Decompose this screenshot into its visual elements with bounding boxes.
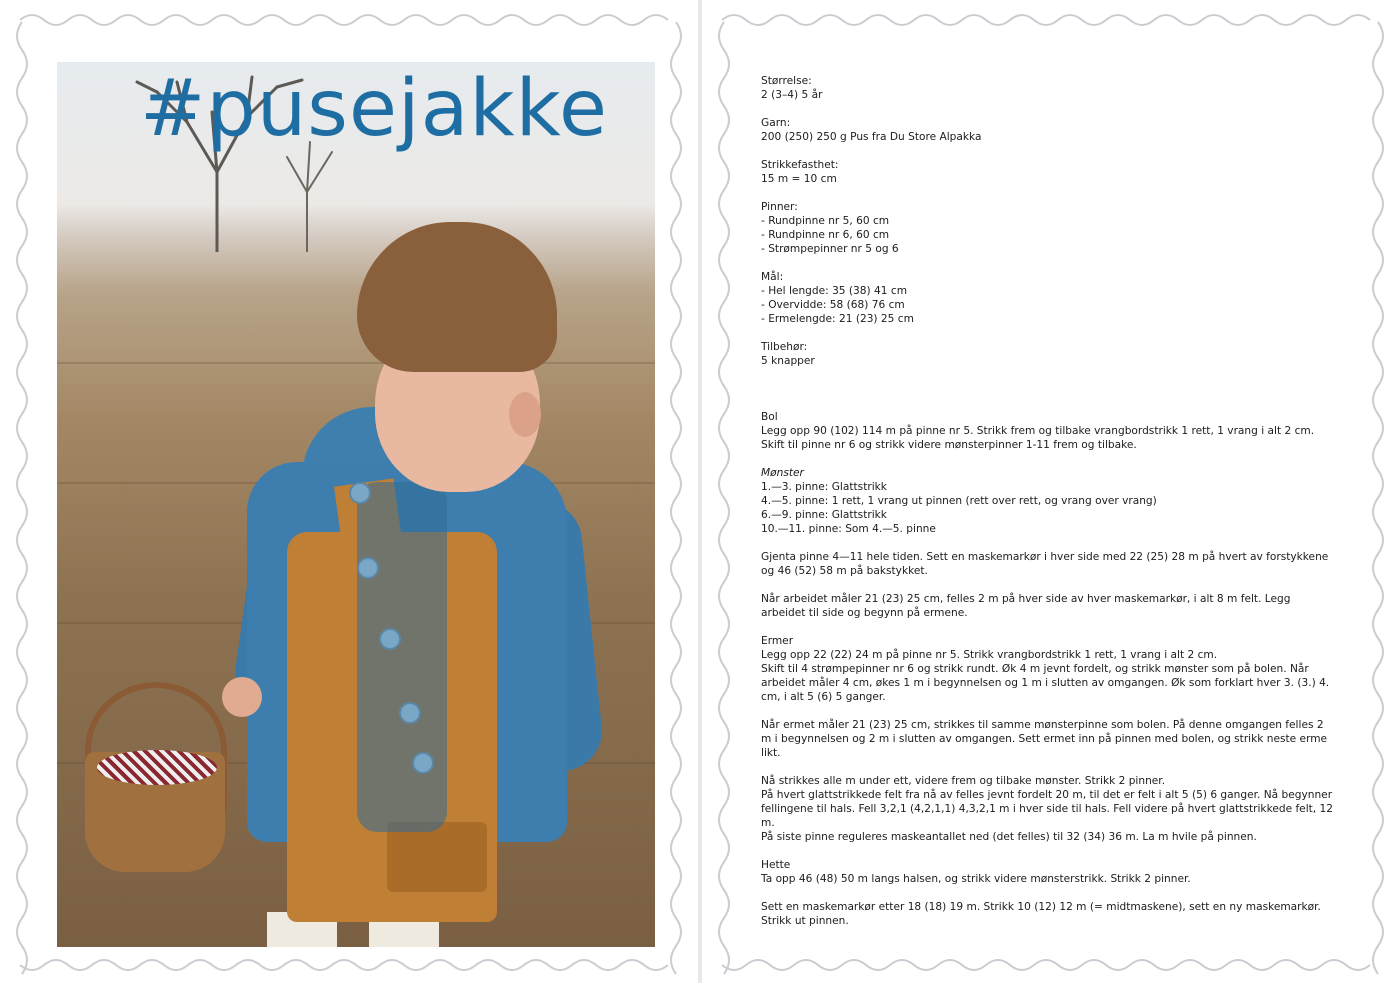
gingham-cloth	[97, 750, 217, 785]
child-photo	[57, 62, 655, 947]
section-heading-pattern	[761, 466, 1336, 480]
pattern-measure-paragraph: Når arbeidet måler 21 (23) 25 cm, felles 2 m på hver side av hver maskemarkør, i alt 8 m felt. Legg arbeidet til side og begynn på ermene.	[761, 593, 1291, 619]
overall-pocket	[387, 822, 487, 892]
button-icon	[349, 482, 371, 504]
needles-label: Pinner:	[761, 201, 798, 213]
measurement-item: - Overvidde: 58 (68) 76 cm	[761, 299, 905, 311]
left-page	[0, 0, 698, 983]
pattern-row: 1.—3. pinne: Glattstrikk	[761, 481, 887, 493]
measurement-item: - Hel lengde: 35 (38) 41 cm	[761, 285, 908, 297]
gauge-value: 15 m = 10 cm	[761, 173, 837, 185]
pattern-text	[761, 74, 1336, 928]
button-icon	[379, 628, 401, 650]
sleeves-paragraph: Skift til 4 strømpepinner nr 6 og strikk rundt. Øk 4 m jevnt fordelt, og strikk mønster som på bolen. Når arbeidet måler 4 cm, økes 1 m i begynnelsen og 1 m i slutten av omgangen. Øk som forklart hver 3. (3.) 4. cm, i alt 5 (6) 5 ganger.	[761, 663, 1330, 703]
sleeves-paragraph: Når ermet måler 21 (23) 25 cm, strikkes til samme mønsterpinne som bolen. På denne omgangen felles 2 m i begynnelsen og 2 m i slutten av omgangen. Sett ermet inn på pinnen med bolen, og strikk neste erme likt.	[761, 719, 1328, 759]
sleeves-paragraph: På hvert glattstrikkede felt fra nå av felles jevnt fordelt 20 m, til det er felt i alt 5 (5) 6 ganger. Nå begynner fellingene til hals. Fell 3,2,1 (4,2,1,1) 4,3,2,1 m i hver side til hals. Fell videre på hvert glattstrikkede felt, 12 m.	[761, 789, 1334, 829]
section-heading-sleeves: Ermer	[761, 635, 794, 647]
hair	[357, 222, 557, 372]
pattern-heading-text: Mønster	[761, 467, 804, 479]
pattern-row: 10.—11. pinne: Som 4.—5. pinne	[761, 523, 936, 535]
yarn-value: 200 (250) 250 g Pus fra Du Store Alpakka	[761, 131, 982, 143]
pattern-row: 4.—5. pinne: 1 rett, 1 vrang ut pinnen (rett over rett, og vrang over vrang)	[761, 495, 1157, 507]
button-icon	[357, 557, 379, 579]
page-title: #pusejakke	[140, 64, 608, 154]
hand	[222, 677, 262, 717]
needle-item: - Rundpinne nr 5, 60 cm	[761, 215, 890, 227]
pattern-row: 6.—9. pinne: Glattstrikk	[761, 509, 887, 521]
notions-label: Tilbehør:	[761, 341, 808, 353]
pattern-repeat-paragraph: Gjenta pinne 4—11 hele tiden. Sett en maskemarkør i hver side med 22 (25) 28 m på hvert av forstykkene og 46 (52) 58 m på bakstykket.	[761, 551, 1329, 577]
body-paragraph: Skift til pinne nr 6 og strikk videre mønsterpinner 1-11 frem og tilbake.	[761, 439, 1137, 451]
needle-item: - Strømpepinner nr 5 og 6	[761, 243, 899, 255]
needle-item: - Rundpinne nr 6, 60 cm	[761, 229, 890, 241]
right-page	[702, 0, 1400, 983]
sleeves-paragraph: Nå strikkes alle m under ett, videre frem og tilbake mønster. Strikk 2 pinner.	[761, 775, 1166, 787]
body-paragraph: Legg opp 90 (102) 114 m på pinne nr 5. Strikk frem og tilbake vrangbordstrikk 1 rett, 1 vrang i alt 2 cm.	[761, 425, 1315, 437]
cardigan-placket	[357, 482, 447, 832]
hood-paragraph: Sett en maskemarkør etter 18 (18) 19 m. Strikk 10 (12) 12 m (= midtmaskene), sett en ny maskemarkør. Strikk ut pinnen.	[761, 901, 1321, 927]
size-label: Størrelse:	[761, 75, 812, 87]
ear	[509, 392, 541, 437]
section-heading-body: Bol	[761, 411, 778, 423]
button-icon	[399, 702, 421, 724]
yarn-label: Garn:	[761, 117, 791, 129]
button-icon	[412, 752, 434, 774]
gauge-label: Strikkefasthet:	[761, 159, 839, 171]
notions-value: 5 knapper	[761, 355, 815, 367]
sleeves-paragraph: Legg opp 22 (22) 24 m på pinne nr 5. Strikk vrangbordstrikk 1 rett, 1 vrang i alt 2 cm.	[761, 649, 1218, 661]
measurements-label: Mål:	[761, 271, 784, 283]
sleeves-paragraph: På siste pinne reguleres maskeantallet ned (det felles) til 32 (34) 36 m. La m hvile på pinnen.	[761, 831, 1257, 843]
measurement-item: - Ermelengde: 21 (23) 25 cm	[761, 313, 914, 325]
hood-paragraph: Ta opp 46 (48) 50 m langs halsen, og strikk videre mønsterstrikk. Strikk 2 pinner.	[761, 873, 1191, 885]
size-value: 2 (3–4) 5 år	[761, 89, 823, 101]
section-heading-hood: Hette	[761, 859, 791, 871]
